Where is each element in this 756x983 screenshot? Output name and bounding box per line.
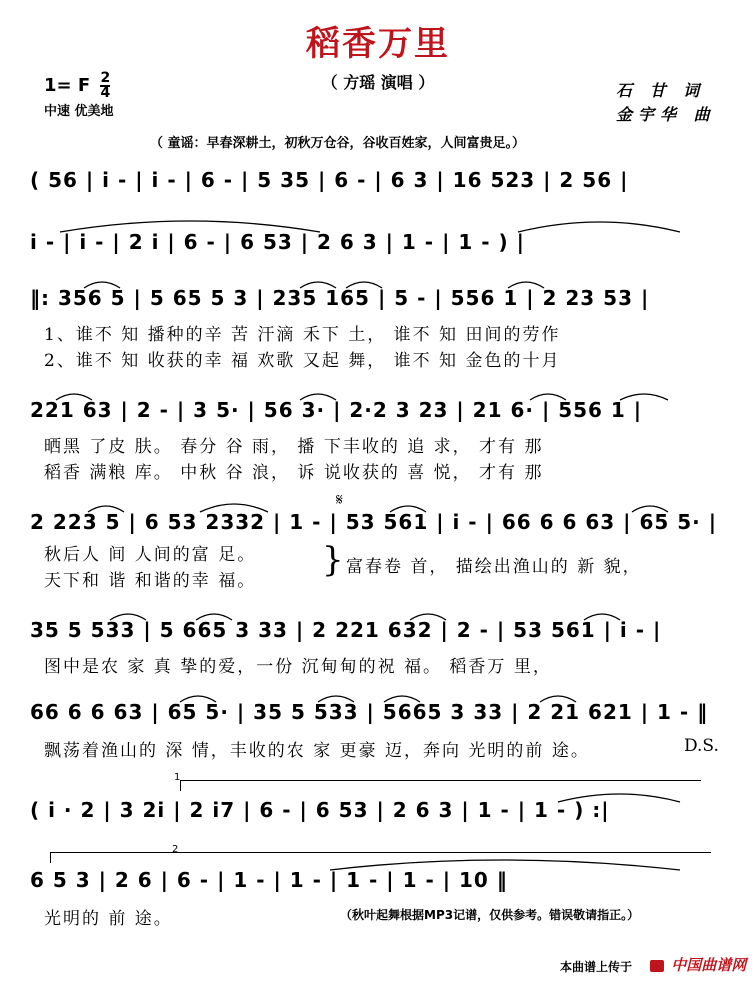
tie-arc — [330, 860, 680, 870]
lyric-line-4-verse-2: 稻香 满粮 库。 中秋 谷 浪， 诉 说收获的 喜 悦， 才有 那 — [44, 463, 544, 483]
lyric-line-6: 图中是农 家 真 挚的爱，一份 沉甸甸的祝 福。 稻香万 里， — [44, 657, 552, 677]
score-line-7: 66 6 6 63 | 65 5· | 35 5 533 | 5665 3 33 | 2 21 621 | 1 - ‖ — [30, 700, 709, 724]
slur-arc — [300, 282, 336, 288]
slur-arc — [110, 614, 146, 620]
slur-arc — [84, 282, 120, 288]
singer-credit: （ 方瑶 演唱 ） — [321, 73, 435, 92]
slur-arc — [410, 614, 446, 620]
slur-arc — [196, 614, 232, 620]
slur-arc — [200, 504, 268, 512]
tie-arc — [518, 222, 680, 232]
slur-arc — [530, 394, 566, 400]
segno-sign: 𝄋 — [336, 490, 343, 509]
slur-arc — [56, 394, 92, 400]
score-line-5: 2 223 5 | 6 53 2332 | 1 - | 53 561 | i - | 66 6 6 63 | 65 5· | — [30, 510, 718, 534]
key-label: 1= F — [44, 75, 91, 96]
lyric-line-3-verse-2: 2、谁不 知 收获的幸 福 欢歌 又起 舞， 谁不 知 金色的十月 — [44, 351, 561, 371]
lyric-line-5-refrain: 富春卷 首， 描绘出渔山的 新 貌， — [346, 557, 642, 577]
intro-rhyme: （ 童谣：早春深耕土，初秋万仓谷，谷收百姓家，人间富贵足。） — [150, 136, 526, 151]
lyric-line-4-verse-1: 晒黑 了皮 肤。 春分 谷 雨， 播 下丰收的 追 求， 才有 那 — [44, 437, 544, 457]
time-signature-top: 2 — [100, 70, 111, 86]
score-line-6: 35 5 533 | 5 665 3 33 | 2 221 632 | 2 - | 53 561 | i - | — [30, 618, 662, 642]
slur-arc — [584, 614, 620, 620]
dal-segno-mark: D.S. — [684, 736, 719, 756]
tie-arc — [558, 794, 680, 802]
slur-arc — [300, 394, 336, 400]
slur-arc — [620, 394, 668, 400]
transcription-note: （秋叶起舞根据MP3记谱，仅供参考。错误敬请指正。） — [340, 908, 640, 922]
tie-arc — [60, 221, 320, 232]
volta-number-2: 2 — [172, 844, 179, 855]
brace: } — [322, 540, 344, 580]
lyricist-credit: 石 甘 词 — [616, 81, 706, 100]
slur-arc — [318, 696, 354, 702]
tempo-marking: 中速 优美地 — [44, 104, 114, 119]
score-line-9: 6 5 3 | 2 6 | 6 - | 1 - | 1 - | 1 - | 1 - | 10 ‖ — [30, 868, 508, 892]
lyric-line-5-verse-2: 天下和 谐 和谐的幸 福。 — [44, 571, 257, 591]
slur-arc — [540, 696, 576, 702]
lyric-line-9: 光明的 前 途。 — [44, 909, 173, 929]
lyric-line-3-verse-1: 1、谁不 知 播种的辛 苦 汗滴 禾下 土， 谁不 知 田间的劳作 — [44, 325, 561, 345]
slur-arc — [384, 696, 420, 702]
lyric-line-5-verse-1: 秋后人 间 人间的富 足。 — [44, 545, 257, 565]
score-line-8: ( i · 2 | 3 2i | 2 i7 | 6 - | 6 53 | 2 6 3 | 1 - | 1 - ) :| — [30, 798, 610, 822]
score-line-1: ( 56 | i - | i - | 6 - | 5 35 | 6 - | 6 3 | 16 523 | 2 56 | — [30, 168, 629, 192]
time-signature-bottom: 4 — [100, 85, 111, 101]
page-title: 稻香万里 — [306, 24, 450, 64]
composer-credit: 金宇华 曲 — [616, 105, 716, 124]
slur-arc — [390, 506, 426, 512]
slur-arc — [180, 696, 216, 702]
upload-credit: 本曲谱上传于 — [560, 960, 633, 974]
site-name: 中国曲谱网 — [671, 956, 747, 974]
slur-arc — [632, 506, 668, 512]
score-line-3: ‖: 356 5 | 5 65 5 3 | 235 165 | 5 - | 556 1 | 2 23 53 | — [30, 286, 650, 310]
slur-arc — [88, 506, 124, 512]
slur-arc — [508, 282, 544, 288]
score-line-2: i - | i - | 2 i | 6 - | 6 53 | 2 6 3 | 1 - | 1 - ) | — [30, 230, 525, 254]
score-line-4: 221 63 | 2 - | 3 5· | 56 3· | 2·2 3 23 | 21 6· | 556 1 | — [30, 398, 643, 422]
slur-arc — [346, 282, 382, 288]
lyric-line-7: 飘荡着渔山的 深 情，丰收的农 家 更豪 迈，奔向 光明的前 途。 — [44, 741, 590, 761]
volta-number-1: 1 — [174, 772, 181, 783]
